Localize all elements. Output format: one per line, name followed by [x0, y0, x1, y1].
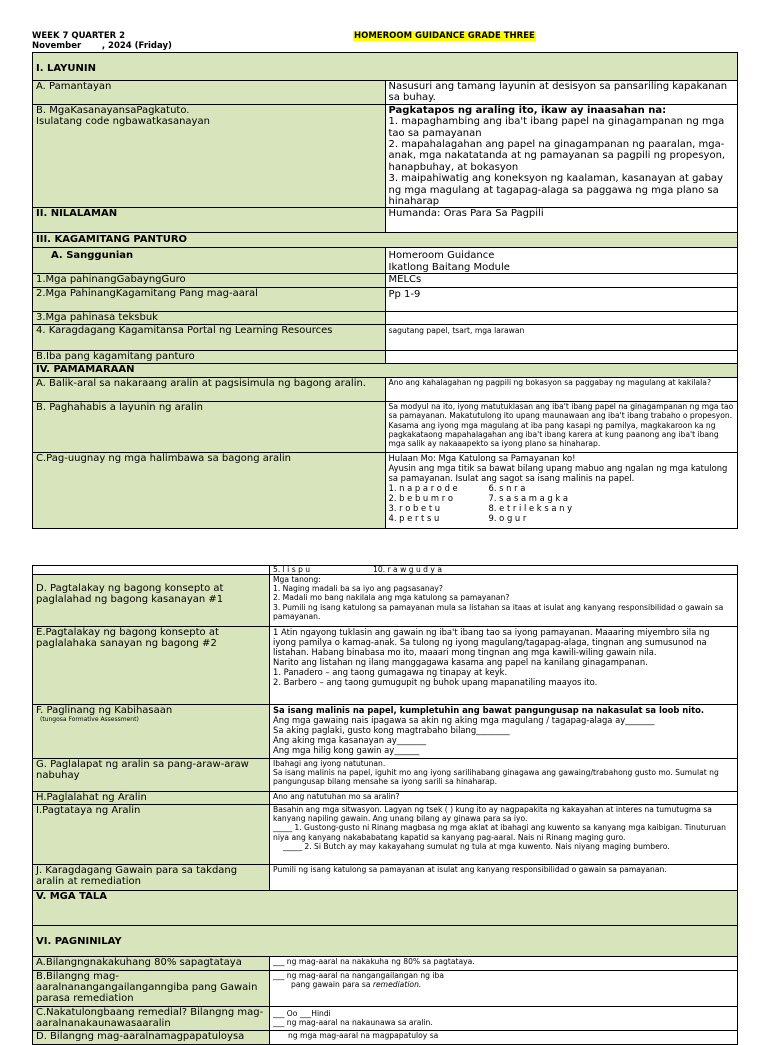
section-row	[33, 364, 738, 378]
table-row	[33, 566, 738, 575]
scramble-word: 5. l i s p u	[273, 565, 311, 574]
table-row	[33, 705, 738, 759]
task-line: Ang aking mga kasanayan ay_______	[273, 735, 427, 745]
scramble-word: 2. b e b u m r o	[388, 493, 453, 504]
table-row	[33, 325, 738, 351]
objectives-cell	[385, 104, 738, 208]
table-row	[33, 865, 738, 891]
table-row	[33, 274, 738, 288]
section-kagamitan: III. KAGAMITANG PANTURO	[33, 233, 738, 248]
objective-item: 3. maipahiwatig ang koneksyon ng kaalaman, kasanayan at gabay ng mga magulang at tagapag-alaga sa paggawa ng mga plano sa hinaharap	[388, 173, 723, 208]
text-fragment: pang gawain para sa	[291, 980, 373, 990]
table-row	[33, 575, 738, 627]
row-label: 3.Mga pahinasa teksbuk	[33, 312, 386, 325]
question-line: 3. Pumili ng isang katulong sa pamayanan mula sa listahan sa itaas at isulat ang kanyang responsibilidad o gawain sa pamayanan.	[273, 602, 724, 621]
text-line: ___ ng mag-aaral na nangangailangan ng iba	[273, 971, 445, 980]
table-row	[33, 351, 738, 364]
row-label: A. Sanggunian	[33, 248, 386, 274]
row-value	[270, 759, 738, 792]
scramble-word: 7. s a s a m a g k a	[488, 493, 569, 504]
scramble-word: 8. e t r i l e k s a n y	[488, 503, 573, 514]
table-row	[33, 627, 738, 705]
text-line: ___ ng mag-aaral na nakaunawa sa aralin.	[273, 1018, 433, 1028]
question-line: Mga tanong:	[273, 575, 321, 584]
activity-cell	[385, 453, 738, 529]
text-line: 1. Panadero – ang taong gumagawa ng tinapay at keyk.	[273, 667, 508, 677]
text-line: 2. Barbero – ang taong gumugupit ng buhok upang mapanatiling maayos ito.	[273, 677, 598, 687]
row-value	[270, 805, 738, 865]
scramble-row	[389, 513, 735, 523]
row-value: Humanda: Oras Para Sa Pagpili	[385, 208, 738, 233]
table-row	[33, 312, 738, 325]
objectives-intro: Pagkatapos ng araling ito, ikaw ay inaasahan na:	[388, 104, 667, 116]
row-value: Pp 1-9	[385, 288, 738, 312]
table-row	[33, 81, 738, 105]
row-label: D. Bilangng mag-aaralnamagpapatuloysa	[33, 1031, 270, 1045]
table-row	[33, 248, 738, 274]
section-pamamaraan: IV. PAMAMARAAN	[33, 364, 738, 378]
row-label: 2.Mga PahinangKagamitang Pang mag-aaral	[33, 288, 386, 312]
row-value	[270, 705, 738, 759]
row-label: II. NILALAMAN	[33, 208, 386, 233]
row-label: A.Bilangngnakakuhang 80% sapagtataya	[33, 957, 270, 971]
task-head: Sa isang malinis na papel, kumpletuhin ang bawat pangungusap na nakasulat sa loob nito.	[273, 705, 705, 715]
table-row	[33, 402, 738, 453]
text-line	[273, 980, 734, 989]
row-value: Ano ang natutuhan mo sa aralin?	[270, 792, 738, 805]
row-label: G. Paglalapat ng aralin sa pang-araw-araw nabuhay	[33, 759, 270, 792]
value-line: Ikatlong Baitang Module	[388, 261, 510, 273]
section-pagninilay: VI. PAGNINILAY	[33, 926, 738, 957]
table-row	[33, 1031, 738, 1045]
task-line: Sa aking paglaki, gusto kong magtrabaho bilang________	[273, 725, 510, 735]
text-line: Narito ang listahan ng ilang manggagawa kasama ang papel na kanilang ginagampanan.	[273, 657, 648, 667]
table-row	[33, 288, 738, 312]
section-row	[33, 233, 738, 248]
scramble-row	[389, 483, 735, 493]
row-value	[270, 575, 738, 627]
text-line: Ibahagi ang iyong natutunan.	[273, 759, 386, 768]
row-label: I.Pagtataya ng Aralin	[33, 805, 270, 865]
row-label: C.Pag-uugnay ng mga halimbawa sa bagong aralin	[33, 453, 386, 529]
row-value: Sa modyul na ito, iyong matutuklasan ang iba't ibang papel na ginagampanan ng mga tao sa pamayanan. Makatutulong ito upang maunawaan ang iba't ibang trabaho o propesyon. Kasama ang iyong mga magulang at iba pang kasapi ng pamilya, magkakaroon ka ng pagkakataong mapahalagahan ang iba't ibang karera at kung paanong ang iba't ibang mga salik ay nakaaapekto sa iyong plano sa hinaharap.	[385, 402, 738, 453]
section-row	[33, 53, 738, 81]
table-row	[33, 805, 738, 865]
row-value: ___ ng mag-aaral na nakakuha ng 80% sa pagtataya.	[270, 957, 738, 971]
question-line: 1. Naging madali ba sa iyo ang pagsasanay?	[273, 584, 443, 594]
row-label: H.Paglalahat ng Aralin	[33, 792, 270, 805]
section-row	[33, 891, 738, 926]
table-row	[33, 759, 738, 792]
row-label: 4. Karagdagang Kagamitansa Portal ng Learning Resources	[33, 325, 386, 351]
scramble-word: 10. r a w g u d y a	[373, 565, 442, 574]
table-row	[33, 957, 738, 971]
objective-item: 2. mapahalagahan ang papel na ginagampanan ng paaralan, mga-anak, mga nakatatanda at ng pamayanan sa pagpili ng propesyon, hanapbuhay, at bokasyon	[388, 139, 726, 173]
row-value: Ano ang kahalagahan ng pagpili ng bokasyon sa paggabay ng magulang at kakilala?	[385, 378, 738, 402]
question-line: 2. Madali mo bang nakilala ang mga katulong sa pamayanan?	[273, 593, 510, 603]
label-sub: (tungosa Formative Assessment)	[40, 716, 139, 723]
table-row	[33, 1007, 738, 1031]
scramble-word: 3. r o b e t u	[388, 503, 441, 514]
text-line: Basahin ang mga sitwasyon. Lagyan ng tsek ( ) kung ito ay nagpapakita ng kakayahan at interes na tumutugma sa kanyang napiling gawain. Ang unang bilang ay ginawa para sa iyo.	[273, 805, 712, 824]
row-value	[385, 248, 738, 274]
row-label: J. Karagdagang Gawain para sa takdang aralin at remediation	[33, 865, 270, 891]
scramble-word: 4. p e r t s u	[388, 513, 440, 524]
text-line: 1 Atin ngayong tuklasin ang gawain ng iba't ibang tao sa iyong pamayanan. Maaaring miyembro sila ng iyong pamilya o kamag-anak. Sa tulong ng iyong magulang/tagapag-alaga, tingnan ang sumusunod na listahan. Habang binabasa mo ito, maaari mong tingnan ang mga kawili-wiling gawain nila.	[273, 627, 710, 657]
activity-title: Hulaan Mo: Mga Katulong sa Pamayanan ko!	[388, 453, 576, 464]
table-row	[33, 104, 738, 208]
section-row	[33, 926, 738, 957]
scramble-row	[389, 493, 735, 503]
row-label: 1.Mga pahinangGabayngGuro	[33, 274, 386, 288]
row-label: A. Balik-aral sa nakaraang aralin at pagsisimula ng bagong aralin.	[33, 378, 386, 402]
assessment-item: _____ 2. Si Butch ay may kakayahang sumulat ng tula at mga kuwento. Nais niyang maging bumbero.	[283, 841, 670, 851]
row-value	[270, 627, 738, 705]
row-value: Pumili ng isang katulong sa pamayanan at isulat ang kanyang responsibilidad o gawain sa pamayanan.	[270, 865, 738, 891]
table-row	[33, 971, 738, 1007]
label-line: Isulatang code ngbawatkasanayan	[36, 115, 210, 127]
value-line: Homeroom Guidance	[388, 250, 495, 262]
row-value: MELCs	[385, 274, 738, 288]
row-value: sagutang papel, tsart, mga larawan	[385, 325, 738, 351]
row-label: B.Bilangng mag-aaralnanangangailanganngiba pang Gawain parasa remediation	[33, 971, 270, 1007]
row-label: C.Nakatulongbaang remedial? Bilangng mag-aaralnanakaunawasaaralin	[33, 1007, 270, 1031]
row-label: D. Pagtalakay ng bagong konsepto at paglalahad ng bagong kasanayan #1	[33, 575, 270, 627]
row-value	[270, 1007, 738, 1031]
table-row	[33, 792, 738, 805]
scramble-row	[389, 503, 735, 513]
section-tala: V. MGA TALA	[33, 891, 738, 926]
label-line: F. Paglinang ng Kabihasaan	[36, 705, 173, 716]
row-label	[33, 566, 270, 575]
text-line: Sa isang malinis na papel, iguhit mo ang iyong sarilihabang ginagawa ang gawaing/trabahong gusto mo. Sumulat ng pangungusap bilang mensahe sa iyong sarili sa hinaharap.	[273, 768, 719, 787]
text-line: ___ Oo ___Hindi	[273, 1009, 331, 1018]
row-value	[385, 351, 738, 364]
text-emphasis: remediation.	[372, 980, 422, 990]
row-label: B.Iba pang kagamitang panturo	[33, 351, 386, 364]
table-row	[33, 378, 738, 402]
lesson-plan-table-2	[32, 565, 738, 1045]
date-label: November , 2024 (Friday)	[32, 41, 172, 51]
scramble-word: 1. n a p a r o d e	[388, 483, 458, 494]
row-label: A. Pamantayan	[33, 81, 386, 105]
label-line: B. MgaKasanayansaPagkatuto.	[36, 104, 190, 116]
scramble-word: 9. o g u r	[488, 513, 527, 524]
scramble-word: 6. s n r a	[488, 483, 526, 494]
row-value	[385, 312, 738, 325]
row-value: ng mga mag-aaral na magpapatuloy sa	[270, 1031, 738, 1045]
table-row	[33, 208, 738, 233]
row-value: Nasusuri ang tamang layunin at desisyon sa pansariling kapakanan sa buhay.	[385, 81, 738, 105]
row-value	[270, 971, 738, 1007]
task-line: Ang mga hilig kong gawin ay______	[273, 745, 420, 755]
row-label	[33, 705, 270, 759]
assessment-item: _____ 1. Gustong-gusto ni Rinang magbasa ng mga aklat at ibahagi ang kuwento sa kanyang mga kaibigan. Tinuturuan niya ang kanyang nakababatang kapatid sa kanyang pag-aaral. Nais ni Rinang maging guro.	[273, 823, 726, 842]
section-layunin: I. LAYUNIN	[33, 53, 738, 81]
row-label: B. Paghahabis a layunin ng aralin	[33, 402, 386, 453]
document-title: HOMEROOM GUIDANCE GRADE THREE	[354, 31, 535, 41]
row-label: E.Pagtalakay ng bagong konsepto at paglalahaka sanayan ng bagong #2	[33, 627, 270, 705]
task-line: Ang mga gawaing nais ipagawa sa akin ng aking mga magulang / tagapag-alaga ay_______	[273, 715, 655, 725]
scramble-row	[270, 566, 738, 575]
objective-item: 1. mapaghambing ang iba't ibang papel na ginagampanan ng mga tao sa pamayanan	[388, 116, 725, 139]
document-header	[32, 31, 738, 53]
row-label	[33, 104, 386, 208]
lesson-plan-table-1	[32, 52, 738, 529]
table-row	[33, 453, 738, 529]
week-label: WEEK 7 QUARTER 2	[32, 31, 126, 41]
activity-instructions: Ayusin ang mga titik sa bawat bilang upang mabuo ang ngalan ng mga katulong sa pamayanan. Isulat ang sagot sa isang malinis na papel.	[388, 463, 728, 484]
